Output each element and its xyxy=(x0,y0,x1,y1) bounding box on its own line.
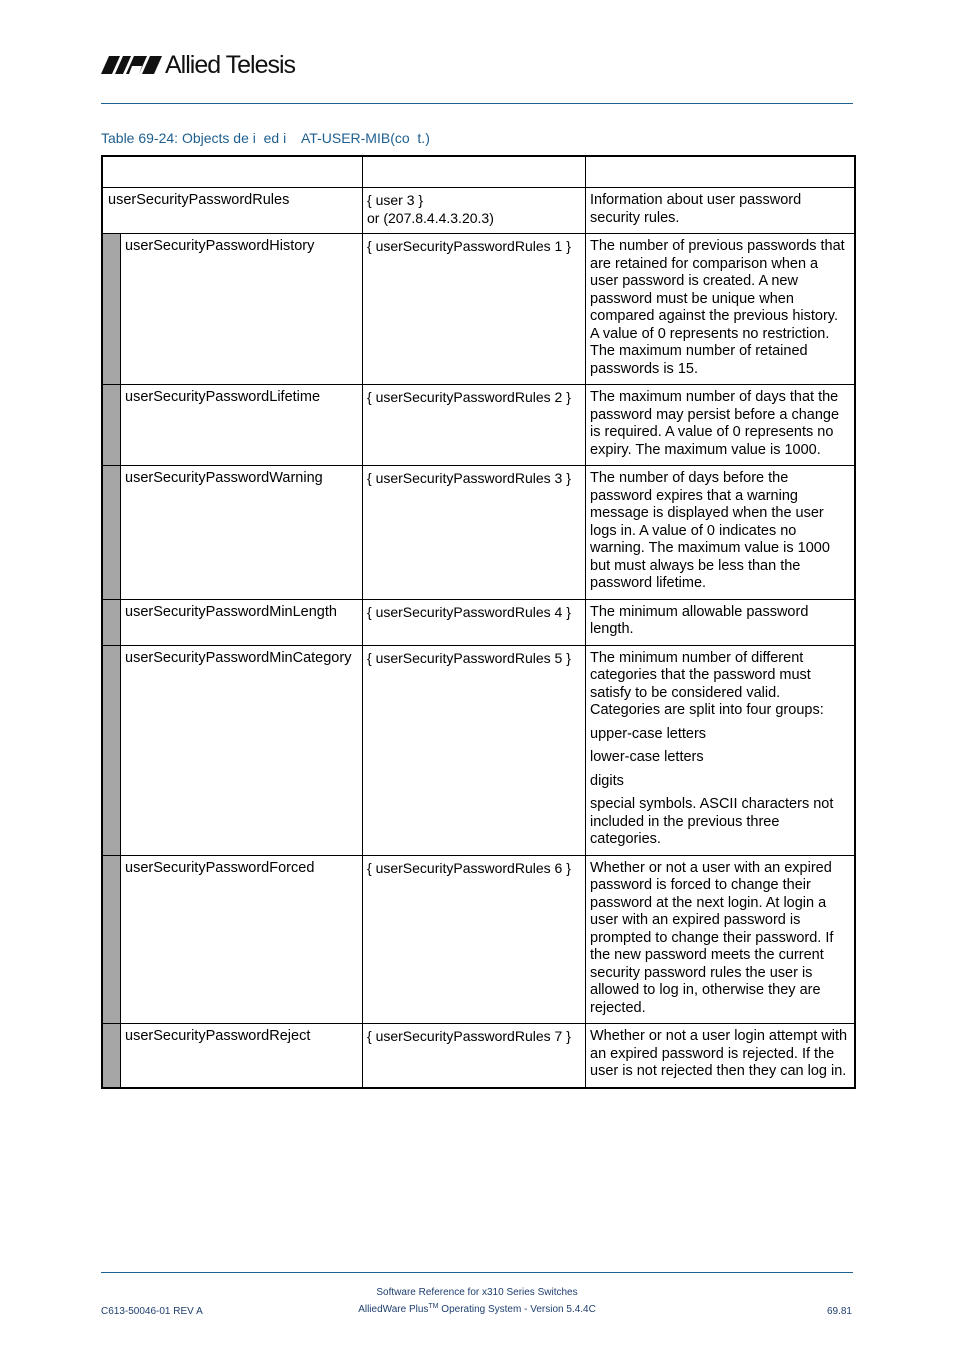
object-name: userSecurityPasswordForced xyxy=(125,859,315,876)
table-row xyxy=(103,1023,854,1087)
description-paragraph: The minimum number of different categories that the password must satisfy to be considered valid. Categories are split into four groups: xyxy=(590,649,824,718)
indent-bar xyxy=(103,856,121,1024)
indent-bar xyxy=(103,646,121,855)
description-paragraph: The minimum allowable password length. xyxy=(590,603,809,637)
object-name: userSecurityPasswordRules xyxy=(108,192,290,208)
table-caption: Table 69-24: Objects de i ed i AT-USER-MIB(co t.) xyxy=(101,130,430,146)
indent-bar xyxy=(103,1024,121,1087)
object-name-cell xyxy=(103,1024,363,1087)
description-cell xyxy=(586,466,854,599)
header-cell-object xyxy=(103,157,363,187)
indent-bar xyxy=(103,466,121,599)
description-paragraph: digits xyxy=(590,772,624,789)
description-paragraph: The maximum number of days that the password may persist before a change is required. A value of 0 represents no expiry. The maximum value is 1000. xyxy=(590,389,840,458)
object-id-line: or (207.8.4.4.3.20.3) xyxy=(367,209,494,226)
company-logo xyxy=(101,50,295,80)
table-row xyxy=(103,187,854,233)
object-name: userSecurityPasswordMinLength xyxy=(125,603,337,620)
object-name: userSecurityPasswordWarning xyxy=(125,470,323,486)
object-name: userSecurityPasswordReject xyxy=(125,1028,311,1044)
description-cell xyxy=(586,234,854,384)
description-paragraph: lower-case letters xyxy=(590,749,704,765)
table-row xyxy=(103,384,854,465)
header-rule xyxy=(101,103,853,104)
object-id-cell xyxy=(363,646,586,855)
footer-os-suffix: Operating System - Version 5.4.4C xyxy=(438,1304,596,1315)
object-id-line: { userSecurityPasswordRules 1 } xyxy=(367,238,571,254)
indent-bar xyxy=(103,385,121,465)
header-cell-description xyxy=(586,157,854,187)
description-paragraph: Whether or not a user with an expired password is forced to change their password at the next login. At login a user with an expired password is prompted to change their password. If the new password meets the current security password rules the user is allowed to log in, otherwise they are rejected. xyxy=(590,859,834,1016)
table-header-row xyxy=(103,157,854,187)
table-row xyxy=(103,465,854,599)
object-id-line: { userSecurityPasswordRules 2 } xyxy=(367,389,571,405)
object-name: userSecurityPasswordMinCategory xyxy=(125,649,352,666)
object-name: userSecurityPasswordHistory xyxy=(125,238,315,254)
object-id-cell xyxy=(363,385,586,465)
description-cell xyxy=(586,856,854,1024)
description-cell xyxy=(586,600,854,645)
object-name: userSecurityPasswordLifetime xyxy=(125,389,321,405)
object-id-cell xyxy=(363,234,586,384)
footer-doc-id: C613-50046-01 REV A xyxy=(101,1306,203,1317)
description-paragraph: The number of days before the password expires that a warning message is displayed when the user logs in. A value of 0 indicates no warning. The maximum value is 1000 but must always be less than the password lifetime. xyxy=(590,470,830,591)
object-id-line: { user 3 } xyxy=(367,192,424,208)
table-row xyxy=(103,645,854,855)
indent-bar xyxy=(103,600,121,645)
footer-os-version xyxy=(0,1303,954,1315)
object-id-cell xyxy=(363,188,586,233)
description-cell xyxy=(586,385,854,465)
object-id-line: { userSecurityPasswordRules 7 } xyxy=(367,1028,571,1044)
description-paragraph: Whether or not a user login attempt with an expired password is rejected. If the user is not rejected then they can log in. xyxy=(590,1028,848,1079)
description-cell xyxy=(586,188,854,233)
table-row xyxy=(103,599,854,645)
object-name-cell xyxy=(103,188,363,233)
table-row xyxy=(103,855,854,1024)
object-name-cell xyxy=(103,600,363,645)
mib-objects-table xyxy=(101,155,856,1089)
table-row xyxy=(103,233,854,384)
object-name-cell xyxy=(103,385,363,465)
description-paragraph: special symbols. ASCII characters not included in the previous three categories. xyxy=(590,796,834,847)
description-paragraph: upper-case letters xyxy=(590,725,707,742)
description-paragraph: Information about user password security rules. xyxy=(590,192,802,226)
indent-bar xyxy=(103,234,121,384)
footer-rule xyxy=(101,1272,853,1273)
logo-text: Allied Telesis xyxy=(165,51,296,79)
description-cell xyxy=(586,1024,854,1087)
allied-telesis-logo-icon xyxy=(101,54,163,76)
object-id-line: { userSecurityPasswordRules 3 } xyxy=(367,470,571,486)
object-id-cell xyxy=(363,466,586,599)
object-id-line: { userSecurityPasswordRules 6 } xyxy=(367,859,571,876)
header-cell-oid xyxy=(363,157,586,187)
object-id-line: { userSecurityPasswordRules 4 } xyxy=(367,603,571,620)
object-id-cell xyxy=(363,1024,586,1087)
footer-page-number: 69.81 xyxy=(826,1306,852,1317)
object-name-cell xyxy=(103,234,363,384)
object-name-cell xyxy=(103,466,363,599)
footer-title: Software Reference for x310 Series Switches xyxy=(376,1287,578,1298)
object-id-cell xyxy=(363,856,586,1024)
description-paragraph: The number of previous passwords that are retained for comparison when a user password is created. A new password must be unique when compared against the previous history. A value of 0 represents no restriction. The maximum number of retained passwords is 15. xyxy=(590,238,845,377)
object-name-cell xyxy=(103,646,363,855)
footer-os-prefix: AlliedWare Plus xyxy=(358,1304,429,1315)
object-name-cell xyxy=(103,856,363,1024)
object-id-line: { userSecurityPasswordRules 5 } xyxy=(367,649,571,666)
footer-trademark: TM xyxy=(428,1303,439,1310)
object-id-cell xyxy=(363,600,586,645)
description-cell xyxy=(586,646,854,855)
